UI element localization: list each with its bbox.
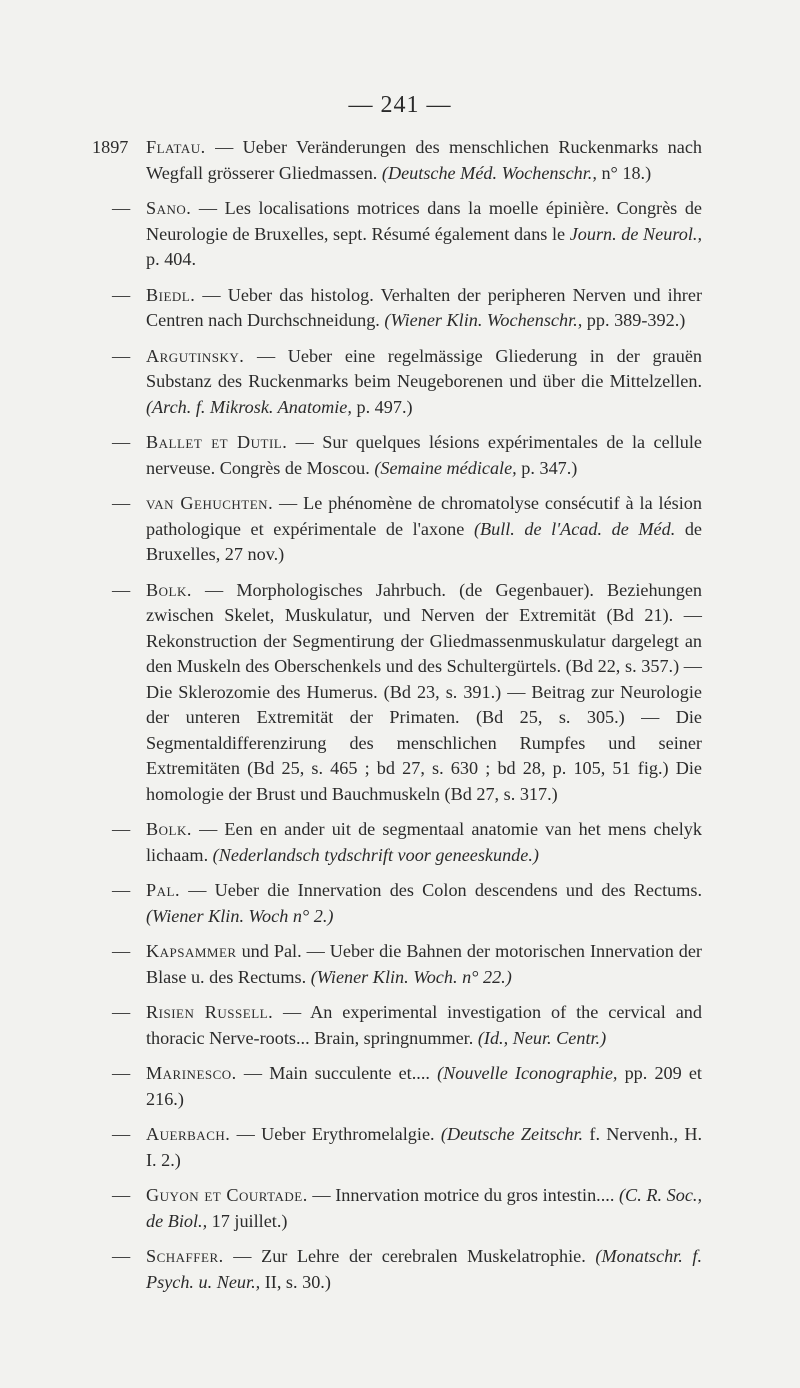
entry-source: (Monatschr. f. Psych. u. Neur., — [146, 1246, 702, 1292]
entry-text: — Ueber Veränderungen des menschlichen Ruckenmarks nach Wegfall grösserer Gliedmassen. — [146, 137, 702, 183]
bibliography-entry — [100, 491, 702, 568]
entry-dash: — — [112, 1246, 131, 1266]
entry-text: — An experimental investigation of the cervical and thoracic Nerve-roots... Brain, springnummer. — [146, 1002, 702, 1048]
entry-text: — Ueber eine regelmässige Gliederung in der grauën Substanz des Ruckenmarks beim Neugeborenen und über die Mittelzellen. — [146, 345, 702, 391]
entry-source: (Deutsche Méd. Wochenschr., — [381, 162, 597, 183]
entry-dash: — — [112, 284, 131, 305]
entry-tail: de Bruxelles, 27 nov.) — [146, 518, 703, 564]
entry-dash: — — [112, 493, 131, 513]
entry-text: und Pal. — Ueber die Bahnen der motorischen Innervation der Blase u. des Rectums. — [146, 941, 702, 987]
entry-dash: — — [112, 1185, 131, 1205]
entry-author: Schaffer. — [146, 1246, 224, 1266]
entry-author: Kapsammer — [146, 941, 237, 961]
bibliography-entry — [100, 939, 702, 990]
entry-source: (Semaine médicale, — [374, 457, 517, 478]
entry-author: Ballet et Dutil. — [146, 432, 288, 452]
entry-author: Auerbach. — [146, 1124, 231, 1144]
bibliography-entry — [100, 283, 702, 334]
entry-tail: pp. 209 et 216.) — [146, 1063, 702, 1109]
entry-text: — Le phénomène de chromatolyse consécutif à la lésion pathologique et expérimentale de l'axone — [146, 493, 702, 539]
entry-text: — Innervation motrice du gros intestin.... — [307, 1185, 619, 1205]
entry-dash: — — [112, 345, 131, 366]
bibliography-entry — [92, 135, 702, 186]
entry-text: — Ueber das histolog. Verhalten der peripheren Nerven und ihrer Centren nach Durchschneidung. — [146, 284, 702, 330]
entry-source: (Arch. f. Mikrosk. Anatomie, — [146, 396, 352, 417]
entry-text: — Les localisations motrices dans la moelle épinière. Congrès de Neurologie de Bruxelles, sept. Résumé également dans le — [146, 198, 702, 244]
entry-dash: — — [112, 819, 131, 839]
bibliography-entry — [100, 878, 702, 929]
bibliography-entry — [100, 817, 702, 868]
entry-tail: p. 497.) — [351, 396, 413, 417]
entry-author: Bolk. — [146, 819, 192, 839]
entry-source: (Nouvelle Iconographie, — [437, 1063, 618, 1083]
entry-source: Journ. de Neurol., — [569, 223, 702, 244]
entry-source: (Nederlandsch tydschrift voor geneeskunde.) — [212, 844, 539, 865]
entry-author: Guyon et Courtade. — [146, 1185, 308, 1205]
entry-text: — Main succulente et.... — [236, 1063, 438, 1083]
entry-dash: — — [112, 1124, 131, 1144]
entry-source: (Wiener Klin. Wochenschr., — [384, 310, 583, 330]
entry-tail: II, s. 30.) — [260, 1271, 331, 1292]
entry-author: Marinesco. — [146, 1063, 237, 1083]
entry-text: — Zur Lehre der cerebralen Muskelatrophie. — [223, 1246, 596, 1266]
page-number: — 241 — — [348, 92, 452, 118]
entry-tail: f. Nervenh., H. I. 2.) — [146, 1124, 702, 1170]
entry-source: (Id., Neur. Centr.) — [477, 1027, 607, 1048]
entry-source: (Wiener Klin. Woch n° 2.) — [146, 905, 334, 926]
entry-tail: pp. 389-392.) — [582, 310, 686, 330]
entry-dash: — — [112, 1002, 131, 1022]
entry-dash: — — [112, 1063, 131, 1083]
entry-text: — Sur quelques lésions expérimentales de la cellule nerveuse. Congrès de Moscou. — [146, 432, 702, 478]
entry-author: Biedl. — [146, 284, 196, 305]
bibliography-entry — [100, 1244, 702, 1295]
bibliography-entry — [100, 430, 702, 481]
entry-year: 1897 — [92, 137, 129, 157]
entry-dash: — — [112, 198, 131, 218]
entry-dash: — — [112, 432, 131, 452]
entry-text: — Ueber die Innervation des Colon descendens und des Rectums. — [180, 880, 702, 900]
bibliography-entry — [100, 1122, 702, 1173]
entry-text: — Een en ander uit de segmentaal anatomie van het mens chelyk lichaam. — [146, 819, 702, 865]
entry-source: (Deutsche Zeitschr. — [440, 1124, 584, 1144]
entry-source: (Bull. de l'Acad. de Méd. — [473, 518, 676, 539]
entry-dash: — — [112, 880, 131, 900]
entry-author: Argutinsky. — [146, 345, 245, 366]
entry-text: — Morphologisches Jahrbuch. (de Gegenbauer). Beziehungen zwischen Skelet, Muskulatur, und Nerven der Extremität (Bd 21). — Rekonstruction der Segmentirung der Gliedmassenmuskulatur dargelegt an den Muskeln des Oberschenkels und des Schultergürtels. (Bd 22, s. 357.) — Die Sklerozomie des Humerus. (Bd 23, s. 391.) — Beitrag zur Neurologie der unteren Extremität der Primaten. (Bd 25, s. 305.) — Die Segmentaldifferenzirung des menschlichen Rumpfes und seiner Extremitäten (Bd 25, s. 465 ; bd 27, s. 630 ; bd 28, p. 105, 51 fig.) Die homologie der Brust und Bauchmuskeln (Bd 27, s. 317.) — [146, 579, 702, 804]
entry-tail: 17 juillet.) — [207, 1210, 288, 1231]
bibliography-entry — [100, 1061, 702, 1112]
entry-author: van Gehuchten. — [146, 493, 274, 513]
bibliography-list — [92, 135, 703, 1305]
entry-source: (Wiener Klin. Woch. n° 22.) — [310, 966, 512, 987]
bibliography-entry — [100, 196, 702, 273]
entry-author: Flatau. — [146, 137, 206, 157]
entry-author: Risien Russell. — [146, 1002, 274, 1022]
bibliography-entry — [100, 344, 702, 421]
bibliography-entry — [100, 1183, 702, 1234]
entry-source: (C. R. Soc., de Biol., — [146, 1185, 702, 1231]
entry-dash: — — [112, 579, 131, 600]
entry-tail: n° 18.) — [596, 162, 652, 183]
entry-author: Bolk. — [146, 579, 192, 600]
entry-tail: p. 347.) — [516, 457, 578, 478]
entry-author: Sano. — [146, 198, 192, 218]
entry-text: — Ueber Erythromelalgie. — [230, 1124, 441, 1144]
bibliography-entry — [100, 1000, 702, 1051]
entry-author: Pal. — [146, 880, 180, 900]
bibliography-entry — [100, 578, 702, 808]
entry-dash: — — [112, 941, 131, 961]
entry-tail: p. 404. — [146, 249, 197, 269]
